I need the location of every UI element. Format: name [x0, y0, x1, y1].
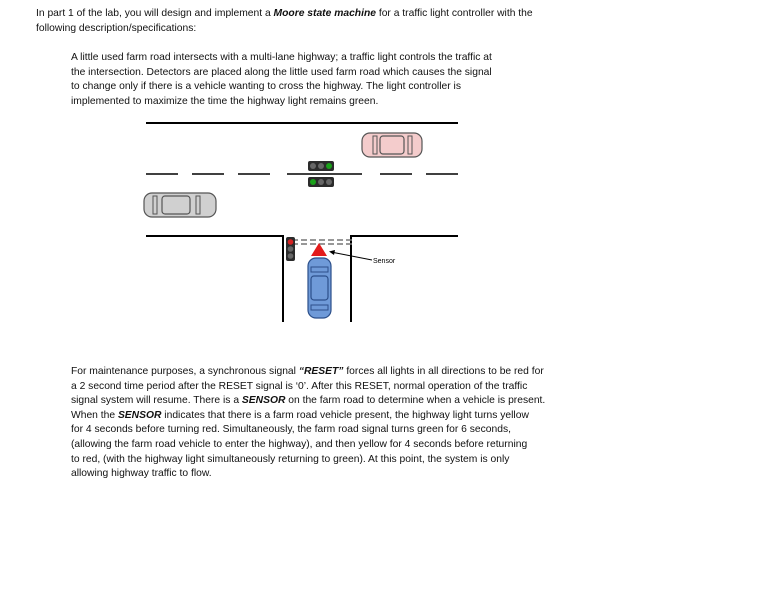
intro-paragraph — [36, 7, 756, 36]
maintenance-paragraph — [71, 365, 751, 482]
sensor-emphasis: SENSOR — [241, 395, 286, 407]
maintenance-text: indicates that there is a farm road vehicle present, the highway light turns yellow — [161, 409, 529, 421]
maintenance-line-7: to red, (with the highway light simultaneously returning to green). At this point, the system is only — [71, 453, 510, 465]
sensor-triangle — [311, 243, 327, 256]
maintenance-line-3 — [71, 394, 751, 409]
highway-traffic-light-bottom — [308, 177, 334, 187]
description-line: implemented to maximize the time the highway light remains green. — [71, 95, 379, 107]
maintenance-line-4 — [71, 409, 751, 424]
pink-car — [362, 133, 422, 157]
gray-car — [144, 193, 216, 217]
intro-line-1 — [36, 7, 756, 22]
maintenance-line-8: allowing highway traffic to flow. — [71, 468, 212, 480]
maintenance-line-6: (allowing the farm road vehicle to enter the highway), and then yellow for 4 seconds before returning — [71, 438, 528, 450]
description-line: to change only if there is a vehicle wanting to cross the highway. The light controller is — [71, 81, 461, 93]
maintenance-line-1 — [71, 365, 751, 380]
maintenance-text: forces all lights in all directions to be red for — [343, 366, 544, 377]
intro-text: In part 1 of the lab, you will design and implement a — [36, 8, 274, 19]
maintenance-text: When the — [71, 409, 118, 421]
maintenance-text: For maintenance purposes, a synchronous signal — [71, 366, 299, 377]
maintenance-text: on the farm road to determine when a vehicle is present. — [285, 395, 546, 407]
sensor-emphasis: SENSOR — [117, 409, 162, 421]
intro-text: for a traffic light controller with the — [375, 8, 533, 19]
intro-line-2: following description/specifications: — [36, 22, 197, 34]
description-paragraph — [71, 51, 751, 109]
sensor-label: Sensor — [373, 258, 396, 265]
farm-traffic-light — [286, 237, 295, 261]
reset-emphasis: “RESET” — [298, 366, 344, 377]
sensor-arrowhead — [329, 250, 335, 255]
maintenance-text: signal system will resume. There is a — [71, 395, 242, 407]
farm-road-right-edge — [351, 236, 458, 322]
moore-emphasis: Moore state machine — [273, 8, 376, 19]
intersection-diagram — [140, 116, 470, 326]
description-line: A little used farm road intersects with a multi-lane highway; a traffic light controls the traffic at — [71, 52, 492, 63]
description-line: the intersection. Detectors are placed along the little used farm road which causes the signal — [71, 66, 492, 78]
highway-traffic-light-top — [308, 161, 334, 171]
maintenance-line-5: for 4 seconds before turning red. Simultaneously, the farm road signal turns green for 6 seconds, — [71, 424, 511, 436]
maintenance-line-2: a 2 second time period after the RESET signal is ‘0’. After this RESET, normal operation of the traffic — [71, 380, 528, 392]
blue-car — [308, 258, 331, 318]
farm-road-left-edge — [146, 236, 283, 322]
